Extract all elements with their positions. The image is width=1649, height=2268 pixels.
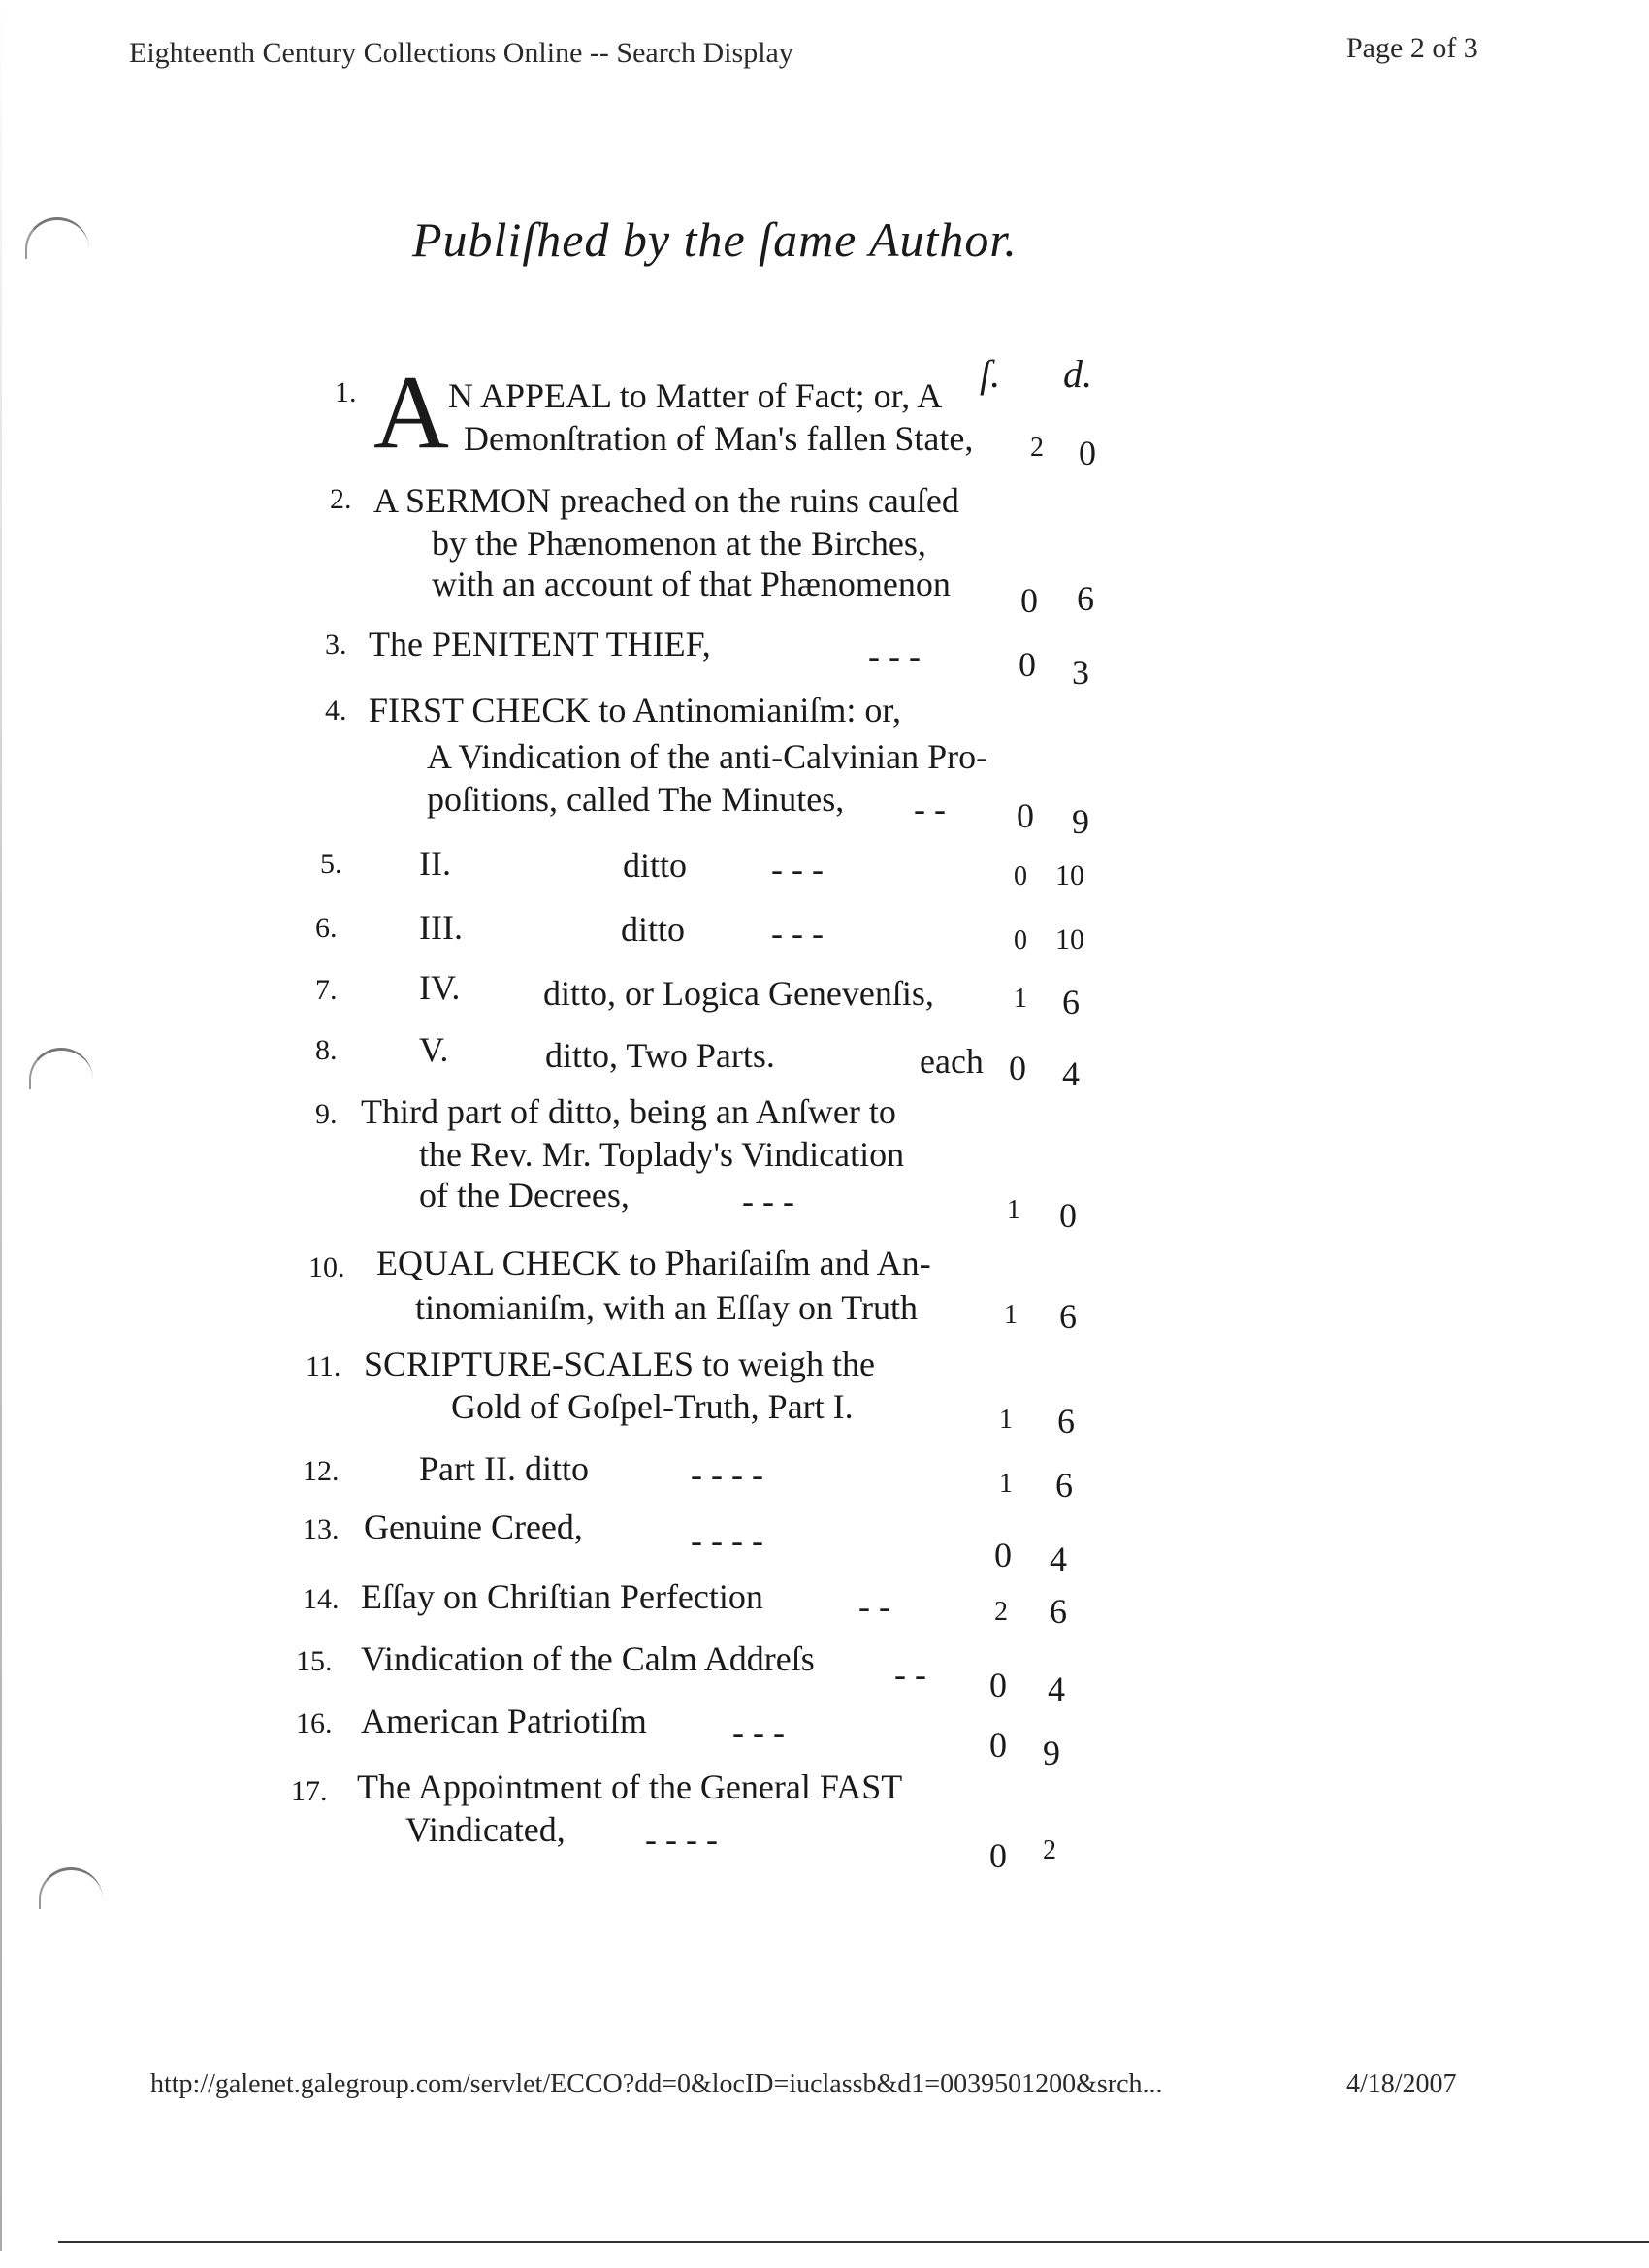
entry-shillings: 0 (989, 1836, 1007, 1875)
entry-number: 8. (315, 1034, 338, 1066)
entry-pence: 6 (1062, 983, 1080, 1021)
entry-shillings: 1 (1014, 984, 1027, 1014)
entry-line: American Patriotiſm (361, 1701, 647, 1740)
entry-line: EQUAL CHECK to Phariſaiſm and An- (376, 1244, 931, 1282)
entry-line: ditto (621, 910, 686, 949)
entry-dashes: - - - (732, 1713, 785, 1752)
entry-part: III. (419, 908, 463, 947)
scan-bottom-edge (58, 2241, 1649, 2243)
entry-line: Eſſay on Chriſtian Perfection (361, 1577, 763, 1616)
shillings-column-header: ſ. (980, 352, 1001, 396)
entry-dashes: - - - (771, 914, 824, 953)
entry-line: FIRST CHECK to Antinomianiſm: or, (369, 691, 901, 729)
entry-number: 4. (325, 695, 347, 727)
entry-shillings: 1 (999, 1405, 1013, 1435)
entry-dashes: - - (914, 790, 946, 828)
entry-pence: 4 (1050, 1539, 1067, 1578)
entry-dashes: - - - - (645, 1820, 718, 1859)
entry-line: poſitions, called The Minutes, (427, 780, 845, 819)
entry-number: 10. (308, 1251, 345, 1283)
entry-dashes: - - - (868, 636, 921, 675)
entry-line: The PENITENT THIEF, (369, 625, 711, 664)
entry-pence: 3 (1072, 653, 1089, 692)
entry-pence: 4 (1048, 1669, 1065, 1708)
entry-number: 6. (315, 912, 338, 944)
entry-shillings: 0 (1014, 861, 1027, 891)
entry-pence: 6 (1057, 1402, 1075, 1441)
entry-line: of the Decrees, (419, 1176, 630, 1215)
entry-shillings: 0 (1009, 1049, 1026, 1087)
entry-dashes: - - - (742, 1182, 794, 1220)
entry-line: ditto (623, 846, 688, 885)
entry-shillings: 2 (1030, 433, 1044, 463)
punch-hole (25, 217, 89, 259)
entry-pence: 2 (1043, 1835, 1056, 1865)
entry-number: 11. (306, 1350, 341, 1382)
entry-shillings: 1 (999, 1469, 1013, 1499)
drop-cap: A (373, 355, 449, 470)
entry-line: the Rev. Mr. Toplady's Vindication (419, 1135, 905, 1174)
entry-pence: 6 (1055, 1466, 1073, 1505)
entry-shillings: 0 (1020, 581, 1038, 620)
page-title: Publiſhed by the ſame Author. (412, 212, 1018, 267)
page-header-title: Eighteenth Century Collections Online -- Search Display (129, 37, 793, 69)
entry-dashes: - - - - (691, 1521, 763, 1560)
entry-line: Third part of ditto, being an Anſwer to (361, 1092, 896, 1131)
entry-shillings: 0 (989, 1666, 1007, 1704)
entry-shillings: 2 (994, 1597, 1008, 1627)
entry-line: ditto, Two Parts. (545, 1036, 775, 1075)
entry-line: by the Phænomenon at the Birches, (432, 524, 926, 563)
page-number: Page 2 of 3 (1346, 32, 1478, 64)
entry-number: 7. (315, 974, 338, 1006)
punch-hole (29, 1048, 93, 1089)
entry-dashes: - - (858, 1587, 890, 1626)
entry-shillings: 0 (1018, 645, 1036, 684)
entry-shillings: 0 (1017, 796, 1034, 835)
entry-number: 1. (335, 376, 357, 408)
footer-date: 4/18/2007 (1346, 2069, 1457, 2099)
entry-shillings: 0 (989, 1726, 1007, 1765)
entry-dashes: - - (894, 1655, 926, 1694)
entry-line: A Vindication of the anti-Calvinian Pro- (427, 737, 988, 776)
entry-pence: 0 (1059, 1196, 1077, 1235)
entry-line: Vindicated, (405, 1810, 566, 1849)
entry-line: Gold of Goſpel-Truth, Part I. (451, 1387, 854, 1426)
entry-part: II. (419, 844, 451, 883)
entry-number: 9. (315, 1098, 338, 1130)
entry-shillings: 1 (1007, 1195, 1020, 1225)
entry-line: ditto, or Logica Genevenſis, (543, 974, 934, 1013)
entry-dashes: - - - (771, 850, 824, 889)
entry-number: 2. (330, 483, 352, 515)
entry-dashes: - - - - (691, 1455, 763, 1494)
entry-number: 5. (320, 848, 342, 880)
entry-each: each (920, 1042, 984, 1081)
entry-part: IV. (419, 968, 461, 1007)
entry-number: 17. (291, 1775, 328, 1807)
entry-pence: 6 (1050, 1592, 1067, 1631)
entry-line: Demonſtration of Man's fallen State, (464, 419, 974, 458)
entry-pence: 9 (1072, 802, 1089, 841)
entry-pence: 6 (1059, 1297, 1077, 1336)
entry-part: V. (419, 1030, 449, 1069)
entry-line: N APPEAL to Matter of Fact; or, A (448, 376, 943, 415)
entry-line: A SERMON preached on the ruins cauſed (373, 481, 959, 520)
entry-line: tinomianiſm, with an Eſſay on Truth (415, 1288, 919, 1327)
entry-pence: 9 (1043, 1733, 1060, 1772)
entry-number: 3. (325, 629, 347, 661)
entry-number: 14. (303, 1583, 340, 1615)
entry-number: 16. (296, 1707, 333, 1739)
entry-pence: 0 (1079, 434, 1096, 472)
entry-pence: 10 (1055, 859, 1084, 891)
entry-number: 12. (303, 1455, 340, 1487)
entry-line: SCRIPTURE-SCALES to weigh the (364, 1345, 876, 1383)
entry-shillings: 0 (994, 1536, 1012, 1574)
entry-line: Part II. ditto (419, 1449, 589, 1488)
entry-pence: 6 (1077, 579, 1094, 618)
entry-line: Genuine Creed, (364, 1507, 583, 1546)
entry-line: The Appointment of the General FAST (357, 1767, 903, 1806)
entry-line: Vindication of the Calm Addreſs (361, 1639, 815, 1678)
footer-url: http://galenet.galegroup.com/servlet/ECCO?dd=0&locID=iuclassb&d1=0039501200&srch... (150, 2069, 1163, 2099)
entry-pence: 4 (1062, 1054, 1080, 1093)
entry-pence: 10 (1055, 923, 1084, 956)
scan-edge (0, 0, 2, 2251)
entry-number: 15. (296, 1645, 333, 1677)
pence-column-header: d. (1063, 352, 1092, 396)
entry-number: 13. (303, 1513, 340, 1545)
entry-shillings: 0 (1014, 925, 1027, 956)
entry-line: with an account of that Phænomenon (432, 565, 951, 603)
entry-shillings: 1 (1004, 1300, 1018, 1330)
punch-hole (39, 1867, 103, 1909)
